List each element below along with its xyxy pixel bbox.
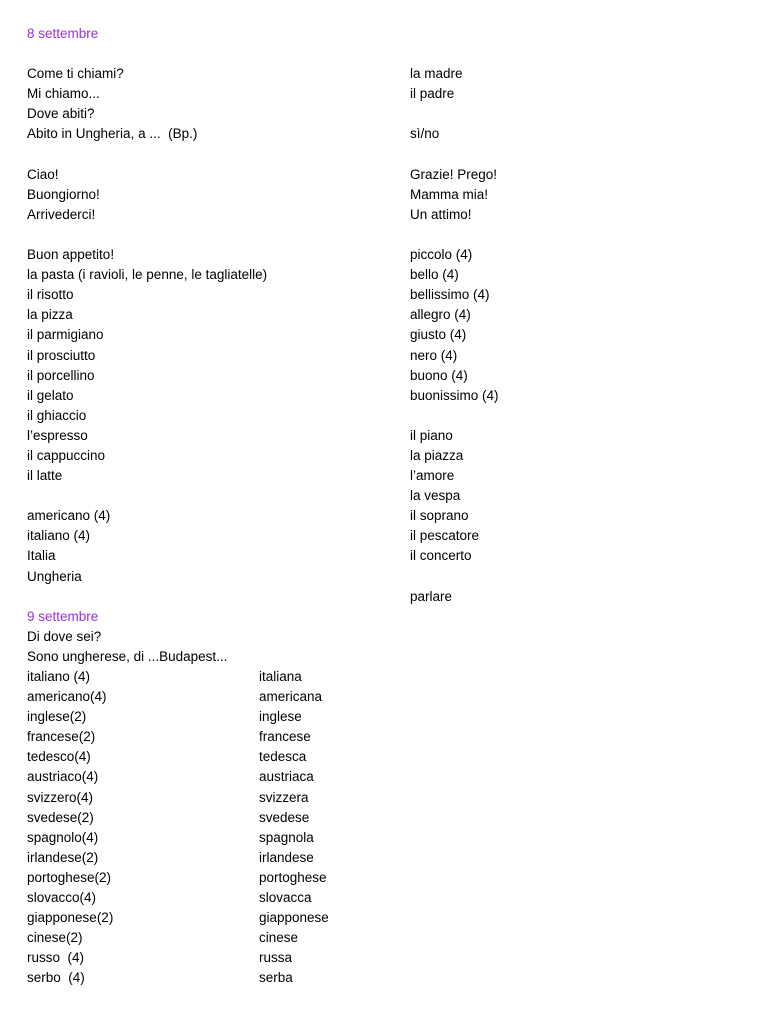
phrase-line: Sono ungherese, di ...Budapest...: [27, 648, 228, 664]
spacer: [410, 567, 750, 587]
vocab-line: l’amore: [410, 468, 455, 484]
nationality-feminine: svizzera: [259, 789, 309, 805]
date-heading: 9 settembre: [27, 608, 99, 624]
vocab-line: parlare: [410, 588, 453, 604]
nationality-feminine: serba: [259, 970, 293, 986]
vocab-line: Italia: [27, 548, 56, 564]
nationality-feminine: russa: [259, 950, 293, 966]
nationality-feminine: americana: [259, 689, 323, 705]
nationality-masculine: francese(2): [27, 729, 96, 745]
vocab-line: il gelato: [27, 387, 74, 403]
vocab-line: il ghiaccio: [27, 407, 87, 423]
nationality-masculine: russo (4): [27, 950, 85, 966]
vocab-line: bellissimo (4): [410, 287, 490, 303]
noun-group: [410, 426, 750, 567]
nationality-feminine: irlandese: [259, 849, 314, 865]
nationality-masculine: svedese(2): [27, 809, 94, 825]
nationality-feminine: spagnola: [259, 829, 314, 845]
vocab-line: giusto (4): [410, 327, 467, 343]
phrase-line: Mi chiamo...: [27, 86, 100, 102]
spacer: [410, 24, 750, 44]
expression-group: [410, 165, 750, 225]
nationality-masculine: inglese(2): [27, 709, 87, 725]
phrase-line: Arrivederci!: [27, 206, 96, 222]
phrase-group: [27, 64, 397, 144]
date-heading: 8 settembre: [27, 26, 99, 41]
spacer: [410, 145, 750, 165]
phrase-line: Abito in Ungheria, a ... (Bp.): [27, 126, 198, 142]
nationality-feminine: francese: [259, 729, 311, 745]
vocab-line: buono (4): [410, 367, 468, 383]
nationality-masculine: irlandese(2): [27, 849, 99, 865]
spacer: [27, 486, 397, 506]
vocab-line: l’espresso: [27, 427, 88, 443]
vocab-line: buonissimo (4): [410, 387, 499, 403]
nationality-feminine: svedese: [259, 809, 310, 825]
vocab-line: sì/no: [410, 126, 440, 142]
spacer: [410, 104, 750, 124]
vocab-line: americano (4): [27, 508, 111, 524]
food-group: [27, 245, 397, 486]
nationality-masculine: cinese(2): [27, 930, 83, 946]
vocab-line: il concerto: [410, 548, 472, 564]
family-group: [410, 64, 750, 104]
phrase-line: Di dove sei?: [27, 628, 102, 644]
right-column: [410, 24, 750, 607]
phrase-line: Come ti chiami?: [27, 66, 124, 82]
nationality-feminine: inglese: [259, 709, 302, 725]
vocab-line: bello (4): [410, 267, 459, 283]
nationality-masculine: portoghese(2): [27, 869, 112, 885]
nationality-feminine: tedesca: [259, 749, 307, 765]
vocab-line: il risotto: [27, 287, 74, 303]
spacer: [27, 145, 397, 165]
phrase-line: Buongiorno!: [27, 186, 100, 202]
nationality-masculine: americano(4): [27, 689, 107, 705]
nationality-masculine: italiano (4): [27, 669, 91, 684]
vocab-line: nero (4): [410, 347, 458, 363]
nationality-masculine: slovacco(4): [27, 890, 97, 906]
nationality-feminine: slovacca: [259, 890, 312, 906]
vocab-line: il porcellino: [27, 367, 95, 383]
left-column: [27, 24, 397, 989]
spacer: [410, 406, 750, 426]
nationality-feminine: cinese: [259, 930, 299, 946]
phrase-line: Grazie! Prego!: [410, 166, 498, 182]
spacer: [27, 225, 397, 245]
vocab-line: il padre: [410, 86, 455, 102]
vocab-line: il latte: [27, 468, 63, 484]
nationality-masculine: tedesco(4): [27, 749, 91, 765]
nationality-masculine: svizzero(4): [27, 789, 94, 805]
nationality-masculine: serbo (4): [27, 970, 85, 986]
vocab-line: Ungheria: [27, 568, 82, 584]
vocab-line: la pizza: [27, 307, 73, 323]
phrase-line: Mamma mia!: [410, 186, 489, 202]
spacer: [410, 225, 750, 245]
phrase-line: Un attimo!: [410, 206, 472, 222]
phrase-line: Dove abiti?: [27, 106, 95, 122]
vocab-line: il piano: [410, 427, 453, 443]
phrase-line: Ciao!: [27, 166, 59, 182]
vocab-line: il soprano: [410, 508, 469, 524]
vocab-line: allegro (4): [410, 307, 471, 323]
nationality-masculine: giapponese(2): [27, 910, 114, 926]
greeting-group: [27, 165, 397, 225]
vocab-line: il parmigiano: [27, 327, 104, 343]
nationality-table: [27, 667, 397, 989]
vocab-line: italiano (4): [27, 528, 91, 544]
vocab-line: piccolo (4): [410, 247, 473, 263]
nationality-feminine: portoghese: [259, 869, 327, 885]
vocab-line: il pescatore: [410, 528, 480, 544]
vocab-line: la piazza: [410, 447, 464, 463]
nationality-feminine: giapponese: [259, 910, 329, 926]
vocab-line: il cappuccino: [27, 447, 106, 463]
nationality-feminine: italiana: [259, 669, 302, 684]
spacer: [27, 587, 397, 607]
country-group: [27, 506, 397, 586]
spacer: [410, 44, 750, 64]
nationality-masculine: spagnolo(4): [27, 829, 99, 845]
nationality-feminine: austriaca: [259, 769, 314, 785]
vocab-line: Buon appetito!: [27, 247, 115, 263]
vocab-line: la madre: [410, 66, 463, 82]
adjective-group: [410, 245, 750, 406]
vocab-line: la vespa: [410, 488, 461, 504]
vocab-line: il prosciutto: [27, 347, 96, 363]
nationality-masculine: austriaco(4): [27, 769, 99, 785]
spacer: [27, 44, 397, 64]
vocab-line: la pasta (i ravioli, le penne, le tagliatelle): [27, 267, 268, 283]
